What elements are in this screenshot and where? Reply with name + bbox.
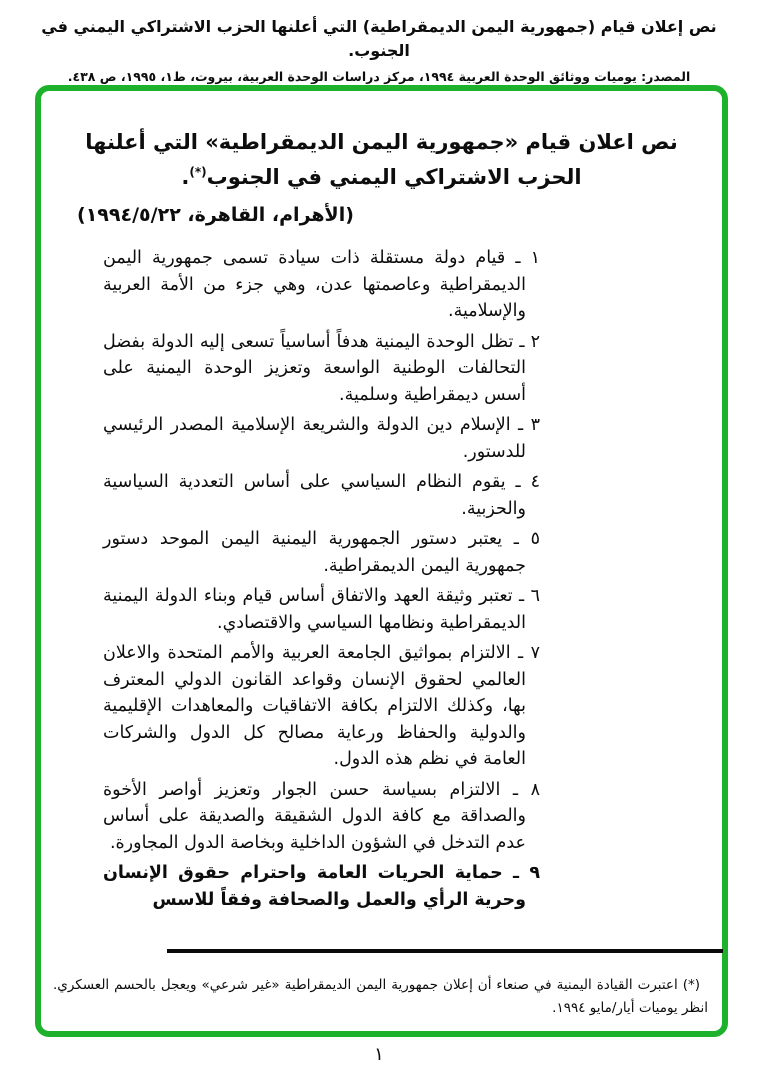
- document-byline: (الأهرام، القاهرة، ٢٢‏/‏٥‏/‏١٩٩٤): [77, 204, 354, 226]
- declaration-list: [103, 245, 540, 913]
- footnote-separator-line: [167, 949, 723, 953]
- declaration-item: ٦ ـ تعتبر وثيقة العهد والاتفاق أساس قيام وبناء الدولة اليمنية الديمقراطية ونظامها السياسي والاقتصادي.: [103, 586, 540, 633]
- declaration-item: ٧ ـ الالتزام بمواثيق الجامعة العربية والأمم المتحدة والاعلان العالمي لحقوق الإنسان وقواعد القانون الدولي المعترف بها، وكذلك الالتزام بكافة الاتفاقيات والمعاهدات الإقليمية والدولية والحفاظ ورعاية مصالح كل الدول والشركات العامة في نظم هذه الدول.: [103, 643, 540, 769]
- header-title: نص إعلان قيام (جمهورية اليمن الديمقراطية) التي أعلنها الحزب الاشتراكي اليمني في الجنوب.: [41, 17, 717, 60]
- document-green-frame: [35, 85, 728, 1037]
- header-source-line: المصدر: يوميات ووثائق الوحدة العربية ١٩٩٤، مركز دراسات الوحدة العربية، بيروت، ط١، ١٩٩٥، ص ٤٣٨.: [67, 69, 691, 84]
- declaration-item: ٥ ـ يعتبر دستور الجمهورية اليمنية اليمن الموحد دستور جمهورية اليمن الديمقراطية.: [103, 529, 540, 576]
- document-title-text: نص اعلان قيام «جمهورية اليمن الديمقراطية» التي أعلنها الحزب الاشتراكي اليمني في الجنوب: [85, 130, 678, 189]
- document-title-period: .: [181, 165, 190, 189]
- page-number: ١: [374, 1044, 384, 1065]
- declaration-item: ٤ ـ يقوم النظام السياسي على أساس التعددية السياسية والحزبية.: [103, 472, 540, 519]
- title-footnote-marker: (*): [189, 165, 207, 179]
- declaration-item: ١ ـ قيام دولة مستقلة ذات سيادة تسمى جمهورية اليمن الديمقراطية وعاصمتها عدن، وهي جزء من الأمة العربية والإسلامية.: [103, 248, 540, 321]
- declaration-item: ٢ ـ تظل الوحدة اليمنية هدفاً أساسياً تسعى إليه الدولة بفضل التحالفات الوطنية الواسعة وتعزيز الوحدة اليمنية على أسس ديمقراطية وسلمية.: [103, 331, 540, 405]
- footnote: (*) اعتبرت القيادة اليمنية في صنعاء أن إعلان جمهورية اليمن الديمقراطية «غير شرعي» ويعجل بالحسم العسكري. انظر يوميات أيار/مايو ١٩٩٤.: [53, 977, 708, 1016]
- declaration-item: ٣ ـ الإسلام دين الدولة والشريعة الإسلامية المصدر الرئيسي للدستور.: [103, 415, 540, 462]
- declaration-item: ٩ ـ حماية الحريات العامة واحترام حقوق الإنسان وحرية الرأي والعمل والصحافة وفقاً للاسس: [103, 863, 540, 910]
- document-title: [73, 125, 690, 195]
- declaration-item: ٨ ـ الالتزام بسياسة حسن الجوار وتعزيز أواصر الأخوة والصداقة مع كافة الدول الشقيقة والصديقة على أساس عدم التدخل في الشؤون الداخلية وبخاصة الدول المجاورة.: [103, 779, 540, 853]
- page-header: [0, 0, 758, 87]
